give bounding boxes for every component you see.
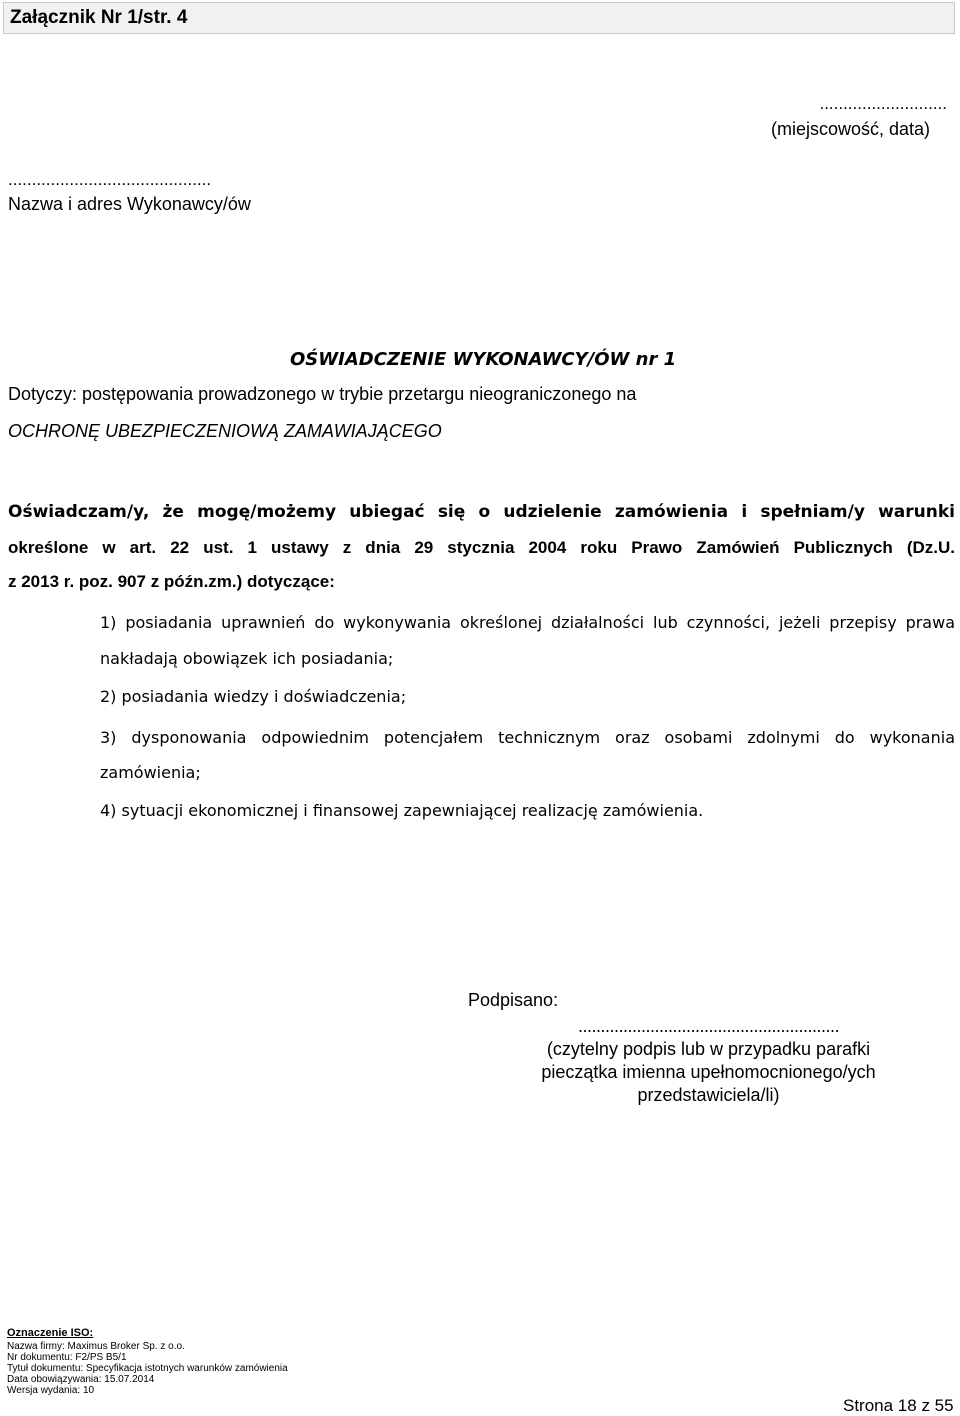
- signature-dots: ..........................................................: [577, 1016, 840, 1036]
- footer-iso-label: Oznaczenie ISO:: [7, 1327, 94, 1339]
- concerns-line: Dotyczy: postępowania prowadzonego w trybie przetargu nieograniczonego na: [8, 384, 637, 404]
- place-date-dots: ...........................: [819, 94, 947, 113]
- declaration-line-2: określone w art. 22 ust. 1 ustawy z dnia 29 stycznia 2004 roku Prawo Zamówień Publicznych (Dz.U.: [8, 538, 955, 557]
- condition-2: 2) posiadania wiedzy i doświadczenia;: [100, 687, 407, 706]
- header-bar: [3, 2, 955, 34]
- declaration-suffix: ) dotyczące:: [236, 572, 335, 591]
- condition-3-line-1: 3) dysponowania odpowiednim potencjałem technicznym oraz osobami zdolnymi do wykonania: [100, 728, 955, 747]
- contractor-label: Nazwa i adres Wykonawcy/ów: [8, 194, 251, 214]
- condition-1-line-1: 1) posiadania uprawnień do wykonywania określonej działalności lub czynności, jeżeli przepisy prawa: [100, 613, 955, 632]
- footer-company: Nazwa firmy: Maximus Broker Sp. z o.o.: [7, 1341, 185, 1352]
- declaration-line-3: [8, 572, 955, 592]
- signature-caption-1: (czytelny podpis lub w przypadku parafki: [546, 1039, 871, 1059]
- condition-3-line-2: zamówienia;: [100, 763, 201, 782]
- procurement-subject: OCHRONĘ UBEZPIECZENIOWĄ ZAMAWIAJĄCEGO: [8, 421, 442, 441]
- attachment-title: Załącznik Nr 1/str. 4: [10, 7, 188, 28]
- signature-caption-3: przedstawiciela/li): [637, 1085, 780, 1105]
- condition-4: 4) sytuacji ekonomicznej i finansowej zapewniającej realizację zamówienia.: [100, 801, 704, 820]
- declaration-reference: z 2013 r. poz. 907 z późn.zm.: [8, 572, 237, 591]
- document-title: OŚWIADCZENIE WYKONAWCY/ÓW nr 1: [290, 349, 677, 370]
- place-date-label: (miejscowość, data): [770, 119, 930, 139]
- footer-doc-title: Tytuł dokumentu: Specyfikacja istotnych warunków zamówienia: [7, 1363, 288, 1374]
- declaration-line-1: Oświadczam/y, że mogę/możemy ubiegać się o udzielenie zamówienia i spełniam/y warunki: [8, 502, 955, 522]
- contractor-dots: ...........................................: [8, 170, 212, 189]
- signature-block: [530, 1015, 887, 1107]
- condition-1-line-2: nakładają obowiązek ich posiadania;: [100, 649, 394, 668]
- footer-doc-number: Nr dokumentu: F2/PS B5/1: [7, 1352, 127, 1363]
- signed-label: Podpisano:: [468, 990, 559, 1010]
- signature-caption-2: pieczątka imienna upełnomocnionego/ych: [541, 1062, 876, 1082]
- footer-version: Wersja wydania: 10: [7, 1385, 95, 1396]
- page-number: Strona 18 z 55: [843, 1396, 954, 1415]
- footer-valid-date: Data obowiązywania: 15.07.2014: [7, 1374, 155, 1385]
